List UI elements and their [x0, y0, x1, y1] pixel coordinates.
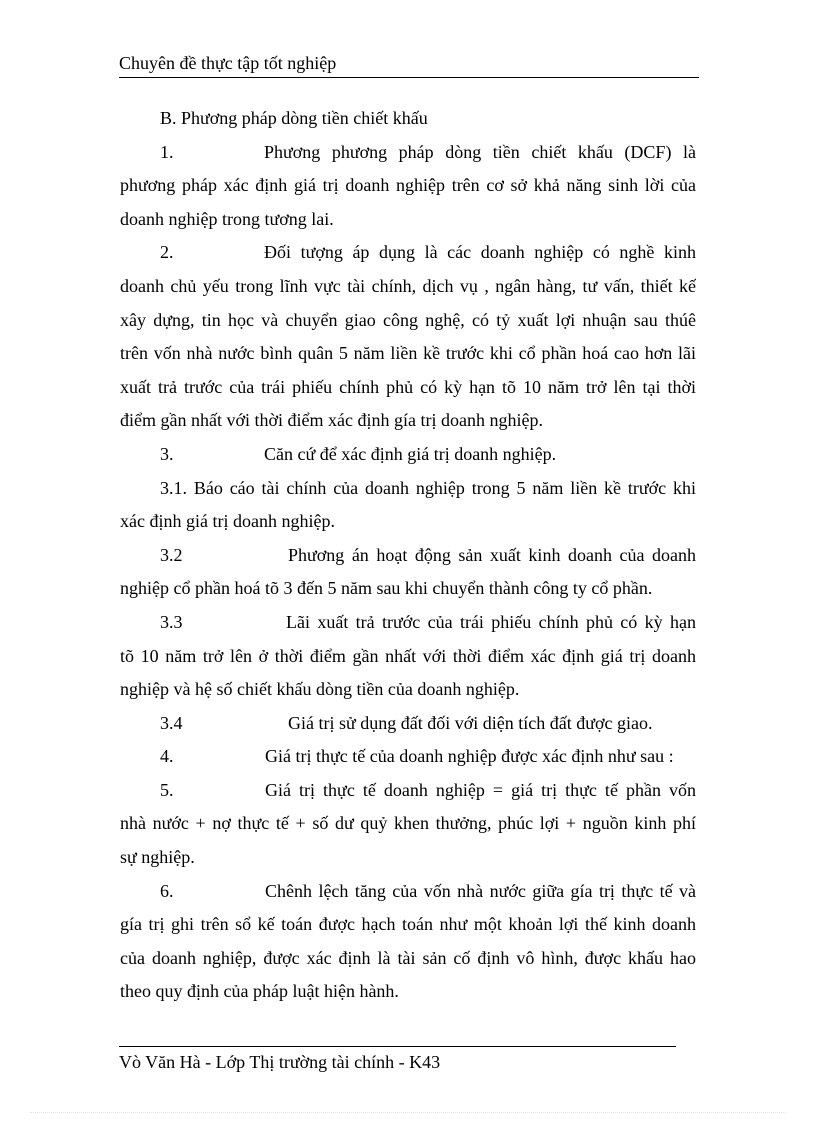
item-number: 3.3 [160, 611, 183, 632]
item-number: 3. [160, 443, 174, 464]
item-number: 1. [160, 141, 174, 162]
paragraph-5-line-3: sự nghiệp. [120, 847, 195, 868]
item-number: 5. [160, 779, 174, 800]
page-bottom-divider [30, 1112, 786, 1113]
paragraph-1-line-1 [120, 136, 696, 170]
paragraph-5-line-1 [120, 774, 696, 808]
paragraph-6-line-2: gía trị ghi trên sổ kế toán được hạch toán như một khoản lợi thế kinh doanh [120, 914, 696, 935]
paragraph-text: Lãi xuất trả trước của trái phiếu chính phủ có kỳ hạn [286, 611, 696, 632]
item-number: 3.4 [160, 712, 183, 733]
paragraph-6-line-3: của doanh nghiệp, được xác định là tài sản cố định vô hình, được khấu hao [120, 947, 696, 968]
paragraph-3-3-line-3: nghiệp và hệ số chiết khấu dòng tiền của doanh nghiệp. [120, 679, 520, 700]
document-body [120, 102, 696, 1009]
paragraph-2-line-3: xây dựng, tin học và chuyển giao công nghệ, có tỷ xuất lợi nhuận sau thúê [120, 309, 696, 330]
paragraph-5-line-2: nhà nước + nợ thực tế + số dư quỷ khen thưởng, phúc lợi + nguồn kinh phí [120, 813, 696, 834]
paragraph-text: Giá trị sử dụng đất đối với diện tích đất được giao. [288, 712, 653, 733]
paragraph-3-3-line-1 [120, 606, 696, 640]
paragraph-2-line-6: điểm gần nhất với thời điểm xác định gía trị doanh nghiệp. [120, 410, 543, 431]
paragraph-4-line-1 [120, 740, 696, 774]
paragraph-3-1-line-1: 3.1. Báo cáo tài chính của doanh nghiệp trong 5 năm liền kề trước khi [160, 477, 696, 498]
paragraph-2-line-1 [120, 236, 696, 270]
paragraph-text: Giá trị thực tế của doanh nghiệp được xác định như sau : [265, 746, 674, 767]
paragraph-6-line-1 [120, 875, 696, 909]
paragraph-6-line-4: theo quy định của pháp luật hiện hành. [120, 981, 399, 1002]
paragraph-1-line-2: phương pháp xác định giá trị doanh nghiệp trên cơ sở khả năng sinh lời của [120, 175, 696, 196]
paragraph-3-2-line-2: nghiệp cổ phần hoá tõ 3 đến 5 năm sau khi chuyển thành công ty cổ phần. [120, 578, 653, 599]
paragraph-3-1-line-2: xác định giá trị doanh nghiệp. [120, 511, 335, 532]
paragraph-3-4-line-1 [120, 707, 696, 741]
paragraph-text: Giá trị thực tế doanh nghiệp = giá trị thực tế phần vốn [265, 779, 696, 800]
paragraph-text: Chênh lệch tăng của vốn nhà nước giữa gía trị thực tế và [265, 880, 696, 901]
paragraph-text: Phương phương pháp dòng tiền chiết khấu (DCF) là [264, 141, 696, 162]
paragraph-2-line-5: xuất trả trước của trái phiếu chính phủ có kỳ hạn tõ 10 năm trở lên tại thời [120, 376, 696, 397]
paragraph-3-3-line-2: tõ 10 năm trở lên ở thời điểm gần nhất với thời điểm xác định giá trị doanh [120, 645, 696, 666]
item-number: 2. [160, 242, 174, 263]
item-number: 3.2 [160, 544, 183, 565]
paragraph-2-line-4: trên vốn nhà nước bình quân 5 năm liền kề trước khi cổ phần hoá cao hơn lãi [120, 343, 696, 364]
section-title: B. Phương pháp dòng tiền chiết khấu [160, 108, 428, 128]
page-footer [119, 1046, 676, 1077]
page-header [119, 50, 699, 78]
paragraph-3-line-1 [120, 438, 696, 472]
paragraph-text: Phương án hoạt động sản xuất kinh doanh của doanh [288, 544, 696, 565]
footer-text: Vò Văn Hà - Lớp Thị trường tài chính - K43 [119, 1052, 441, 1072]
item-number: 4. [160, 746, 174, 767]
paragraph-text: Căn cứ để xác định giá trị doanh nghiệp. [264, 443, 557, 464]
item-number: 6. [160, 880, 174, 901]
paragraph-text: Đối tượng áp dụng là các doanh nghiệp có nghề kinh [264, 242, 696, 263]
paragraph-2-line-2: doanh chủ yếu trong lĩnh vực tài chính, dịch vụ , ngân hàng, tư vấn, thiết kế [120, 275, 696, 296]
header-title: Chuyên đề thực tập tốt nghiệp [119, 53, 337, 73]
paragraph-1-line-3: doanh nghiệp trong tương lai. [120, 208, 334, 229]
paragraph-3-2-line-1 [120, 539, 696, 573]
